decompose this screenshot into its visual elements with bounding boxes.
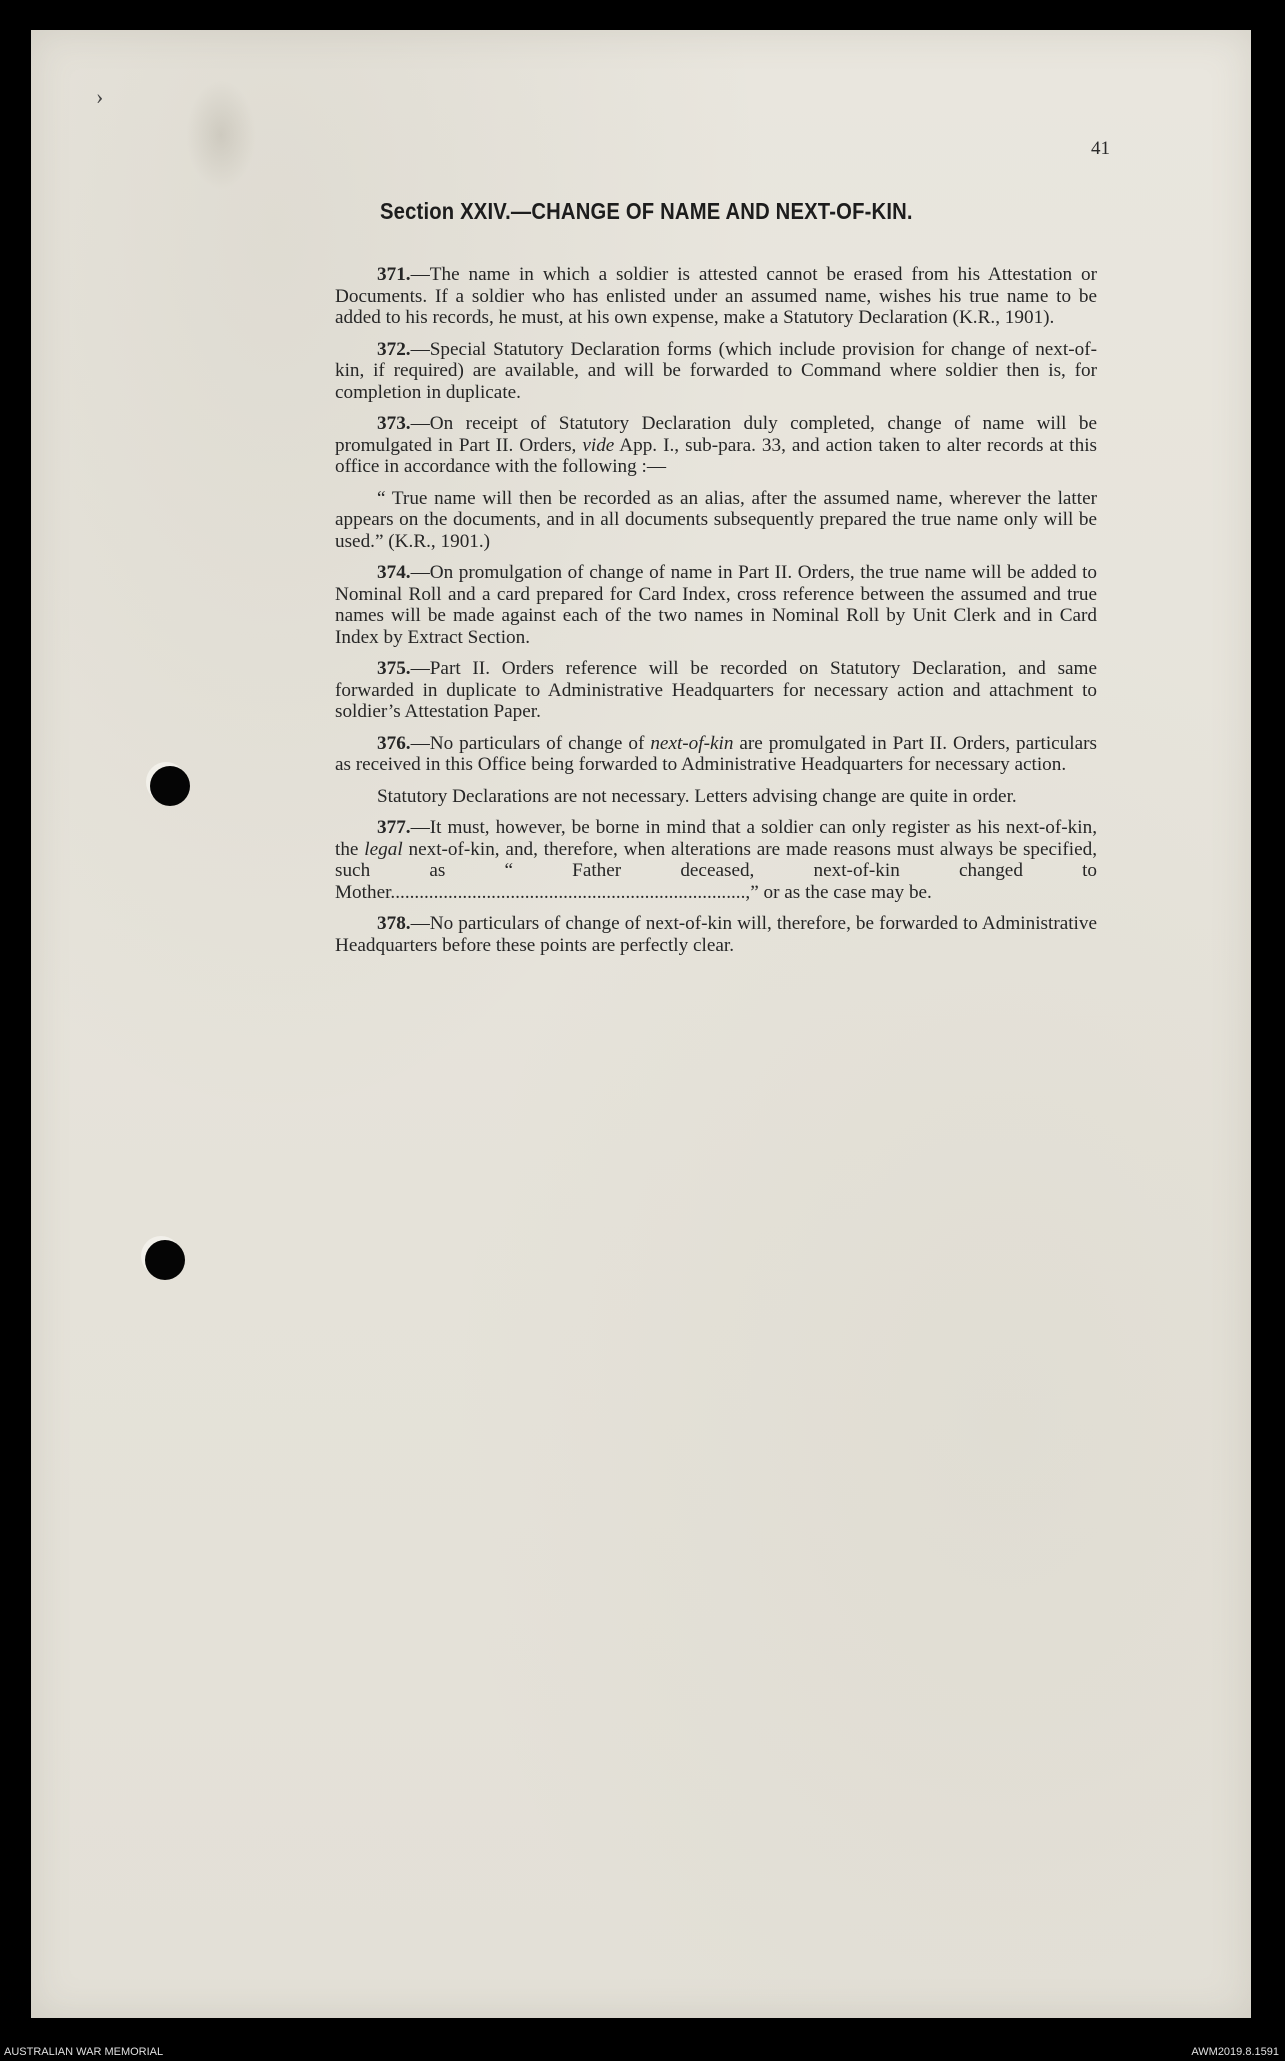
paragraph-text: —The name in which a soldier is attested cannot be erased from his Attestation or Documents. If a soldier who has enlisted under an assumed name, wishes his true name to be added to his records, he must, at his own expense, make a Statutory Declaration (K.R., 1901). xyxy=(335,264,1097,328)
archive-credit: AUSTRALIAN WAR MEMORIAL xyxy=(4,2046,164,2058)
paragraph-376 xyxy=(335,733,1097,776)
pencil-tick-mark: › xyxy=(96,84,104,109)
paragraph-374 xyxy=(335,562,1097,648)
punch-hole xyxy=(145,1240,185,1280)
document-body xyxy=(335,264,1097,966)
paragraph-italic-text: next-of-kin xyxy=(650,732,734,754)
punch-hole xyxy=(150,766,190,806)
page-number: 41 xyxy=(1091,138,1110,159)
paper-smudge xyxy=(186,80,256,190)
paragraph-number: 374. xyxy=(377,562,411,583)
paragraph-text: —On promulgation of change of name in Part II. Orders, the true name will be added to Nominal Roll and a card prepared for Card Index, cross reference between the assumed and true names will be made against each of the two names in Nominal Roll by Unit Clerk and in Card Index by Extract Section. xyxy=(335,562,1097,648)
paragraph-text: —No particulars of change of next-of-kin will, therefore, be forwarded to Administrative Headquarters before these points are perfectly clear. xyxy=(335,913,1097,956)
paragraph-text: —Special Statutory Declaration forms (which include provision for change of next-of-kin, if required) are available, and will be forwarded to Command where soldier then is, for completion in duplicate. xyxy=(335,338,1097,403)
paragraph-375 xyxy=(335,658,1097,723)
paragraph-number: 378. xyxy=(377,913,411,934)
paragraph-376-continuation xyxy=(335,786,1097,808)
paragraph-text: “ True name will then be recorded as an alias, after the assumed name, wherever the latter appears on the documents, and in all documents subsequently prepared the true name only will be used.” (K.R., 1901.) xyxy=(335,487,1097,552)
paragraph-371 xyxy=(335,264,1097,329)
paragraph-377 xyxy=(335,817,1097,903)
paragraph-italic-text: legal xyxy=(364,838,403,860)
paragraph-text: —It must, however, be borne in mind that a soldier can only register as his next-of-kin, the xyxy=(335,817,1097,860)
paragraph-number: 371. xyxy=(377,264,411,285)
archive-reference: AWM2019.8.1591 xyxy=(1191,2046,1279,2058)
section-title: Section XXIV.—CHANGE OF NAME AND NEXT-OF-KIN. xyxy=(380,198,913,224)
paragraph-number: 373. xyxy=(377,413,411,434)
paragraph-number: 375. xyxy=(377,658,411,679)
paragraph-373 xyxy=(335,413,1097,478)
paragraph-text: Statutory Declarations are not necessary. Letters advising change are quite in order. xyxy=(377,785,1017,807)
quoted-paragraph xyxy=(335,488,1097,553)
paragraph-text: App. I., sub-para. 33, and action taken to alter records at this office in accordance with the following :— xyxy=(335,434,1097,477)
paragraph-text: are promulgated in Part II. Orders, particulars as received in this Office being forwarded to Administrative Headquarters for necessary action. xyxy=(335,732,1097,775)
paragraph-text: —No particulars of change of xyxy=(410,732,651,754)
paragraph-text: next-of-kin, and, therefore, when alterations are made reasons must always be specified, such as “ Father deceased, next-of-kin changed to Mother..........................................................................,” or as the case may be. xyxy=(335,838,1097,903)
paragraph-number: 372. xyxy=(377,338,411,360)
paragraph-378 xyxy=(335,913,1097,956)
paragraph-text: —Part II. Orders reference will be recorded on Statutory Declaration, and same forwarded in duplicate to Administrative Headquarters for necessary action and attachment to soldier’s Attestation Paper. xyxy=(335,658,1097,722)
paragraph-372 xyxy=(335,339,1097,404)
paragraph-text: —On receipt of Statutory Declaration duly completed, change of name will be promulgated in Part II. Orders, xyxy=(335,413,1097,456)
paragraph-italic-text: vide xyxy=(582,434,615,456)
paragraph-number: 377. xyxy=(377,817,411,838)
paragraph-number: 376. xyxy=(377,732,411,754)
